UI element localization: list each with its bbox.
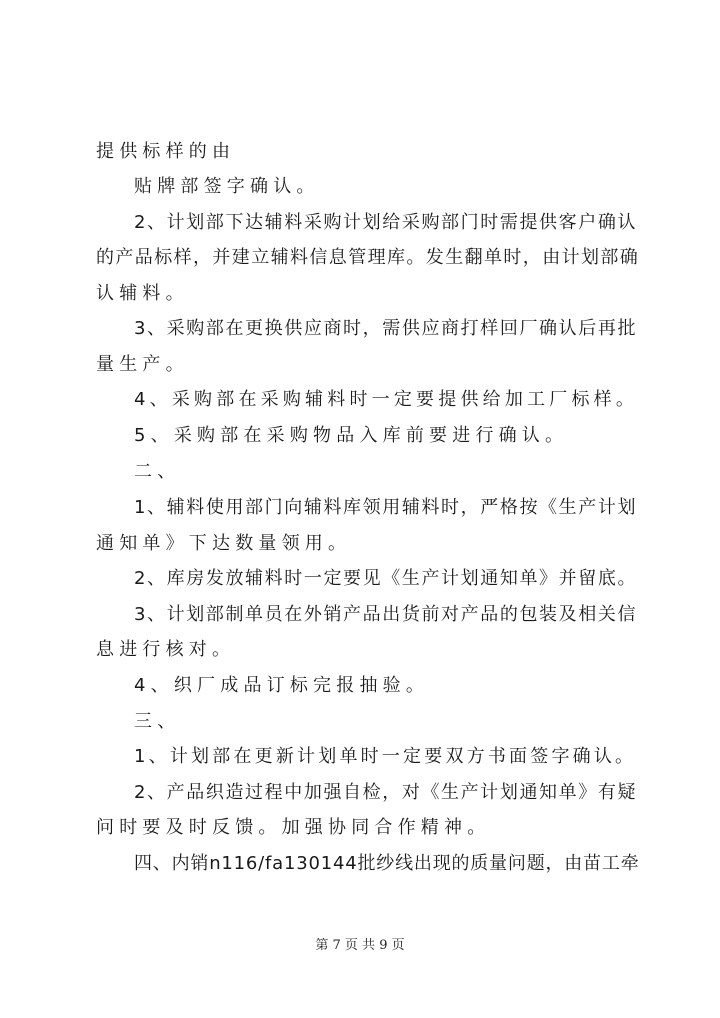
text-line-21: 四、内销n116/fa130144批纱线出现的质量问题，由苗工牵 <box>134 853 640 874</box>
text-line-1: 提供标样的由 <box>96 141 236 162</box>
text-line-5: 认辅料。 <box>96 283 189 304</box>
text-line-16: 4、织厂成品订标完报抽验。 <box>134 675 430 696</box>
text-line-12: 通知单》下达数量领用。 <box>96 533 352 554</box>
text-line-15: 息进行核对。 <box>96 639 236 660</box>
text-line-9: 5、采购部在采购物品入库前要进行确认。 <box>134 425 569 446</box>
section-heading-3: 三、 <box>134 711 181 732</box>
text-line-3: 2、计划部下达辅料采购计划给采购部门时需提供客户确认 <box>134 212 638 233</box>
text-line-4: 的产品标样，并建立辅料信息管理库。发生翻单时，由计划部确 <box>96 247 640 268</box>
text-line-2: 贴牌部签字确认。 <box>134 176 320 197</box>
text-line-20: 问时要及时反馈。加强协同合作精神。 <box>96 817 491 838</box>
text-line-13: 2、库房发放辅料时一定要见《生产计划通知单》并留底。 <box>134 568 638 589</box>
page-number-footer: 第 7 页 共 9 页 <box>315 938 405 953</box>
text-line-14: 3、计划部制单员在外销产品出货前对产品的包装及相关信 <box>134 604 638 625</box>
text-line-6: 3、采购部在更换供应商时，需供应商打样回厂确认后再批 <box>134 318 638 339</box>
text-line-11: 1、辅料使用部门向辅料库领用辅料时，严格按《生产计划 <box>134 497 638 518</box>
section-heading-2: 二、 <box>134 461 181 482</box>
text-line-8: 4、采购部在采购辅料时一定要提供给加工厂标样。 <box>134 389 639 410</box>
text-line-7: 量生产。 <box>96 354 189 375</box>
text-line-18: 1、计划部在更新计划单时一定要双方书面签字确认。 <box>134 746 637 767</box>
text-line-19: 2、产品织造过程中加强自检，对《生产计划通知单》有疑 <box>134 782 638 803</box>
